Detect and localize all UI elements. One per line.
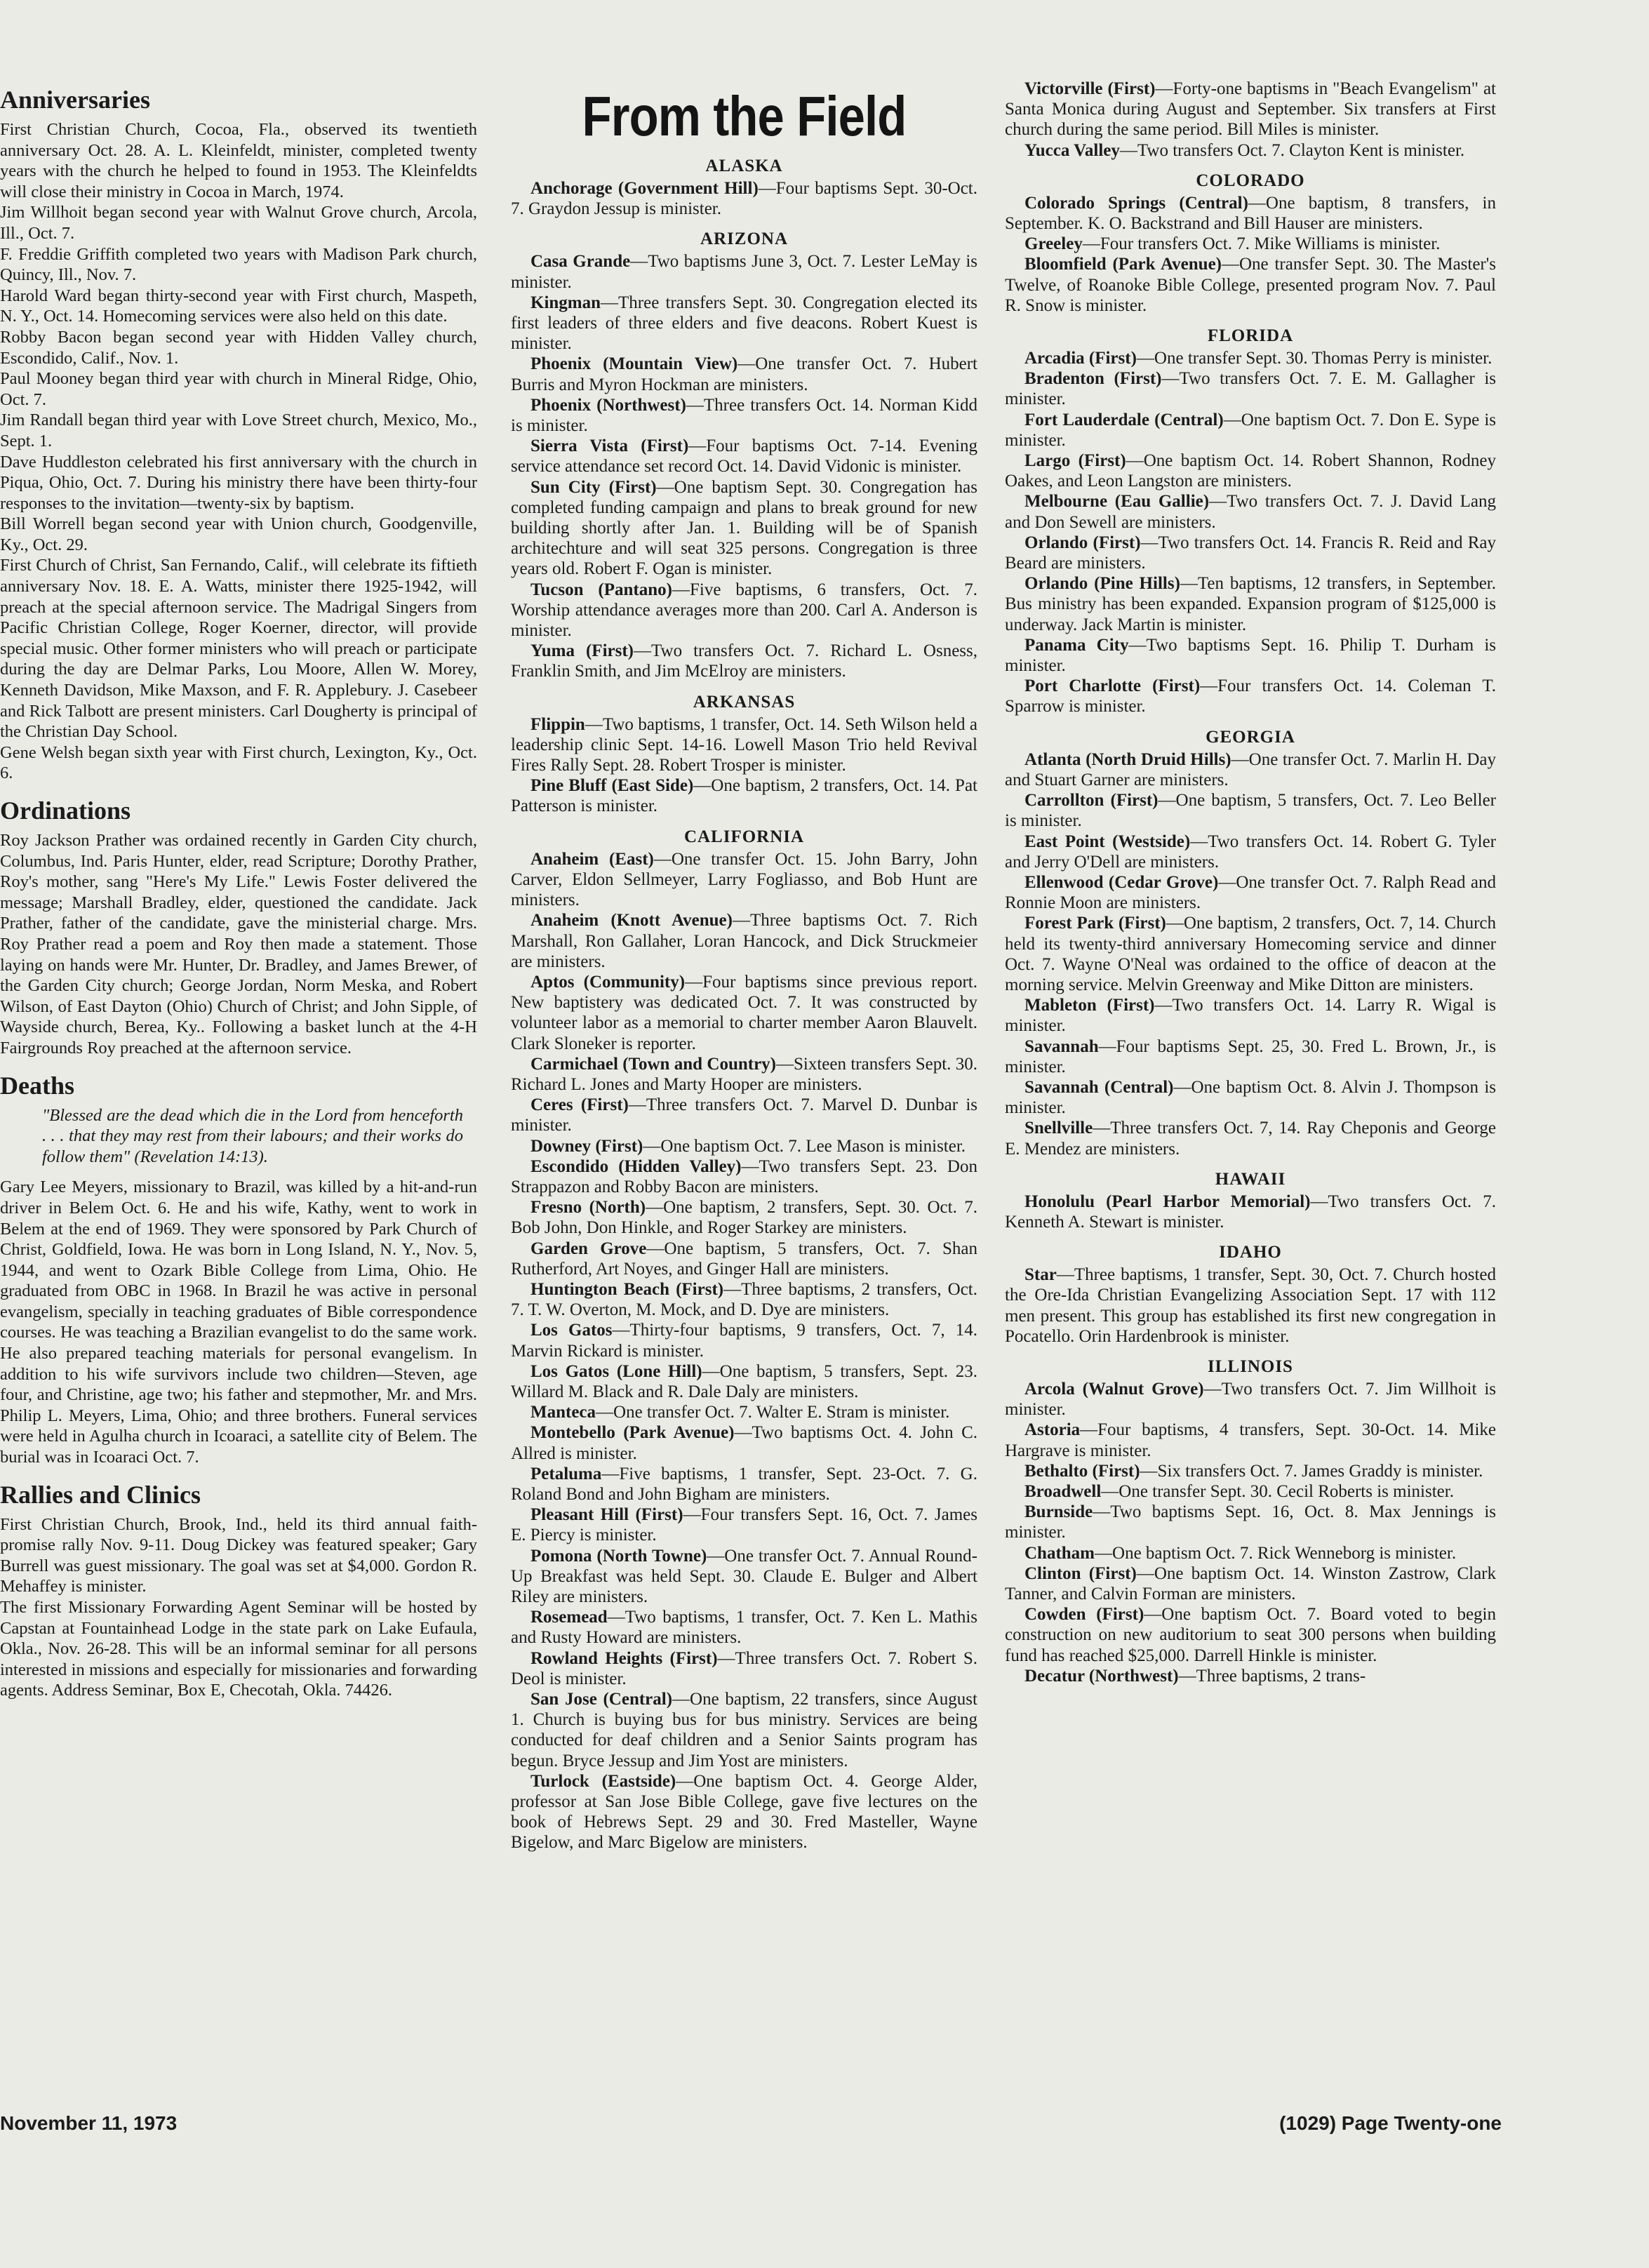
church-place: Pomona (North Towne) [530, 1546, 707, 1566]
field-report-entry [1005, 348, 1496, 368]
report-text: —Two transfers Oct. 7. Richard L. Osness, Franklin Smith, and Jim McElroy are ministers. [511, 641, 977, 681]
field-report-entry [511, 580, 977, 641]
church-place: Los Gatos (Lone Hill) [530, 1361, 702, 1381]
church-place: Carmichael (Town and Country) [530, 1054, 777, 1074]
report-text: —Five baptisms, 1 transfer, Sept. 23-Oct. 7. G. Roland Bond and John Bigham are ministers. [511, 1464, 977, 1504]
church-place: Cowden (First) [1024, 1605, 1144, 1625]
field-report-entry [1005, 1192, 1496, 1232]
report-text: —One transfer Oct. 7. Ralph Read and Ronnie Moon are ministers. [1005, 872, 1496, 913]
field-report-entry [1005, 410, 1496, 451]
field-report-entry [1005, 790, 1496, 831]
field-report-entry [1005, 533, 1496, 573]
field-report-entry [1005, 1502, 1496, 1542]
church-place: Snellville [1024, 1119, 1093, 1138]
field-report-entry [511, 1607, 977, 1648]
field-report-entry [511, 1361, 977, 1402]
left-column [0, 76, 477, 1714]
report-text: —Four baptisms Oct. 7-14. Evening service attendance set record Oct. 14. David Vidonic is minister. [511, 436, 977, 476]
state-heading: COLORADO [1196, 171, 1305, 190]
ordinations-items [0, 830, 477, 1059]
church-place: Chatham [1024, 1543, 1095, 1563]
field-report-entry [1005, 451, 1496, 491]
church-place: Phoenix (Mountain View) [530, 354, 738, 374]
field-report-entry [1005, 913, 1496, 995]
field-report-entry [511, 1156, 977, 1197]
report-text: —One baptism Oct. 7. Don E. Sype is minister. [1005, 410, 1496, 450]
field-report-entry [511, 436, 977, 476]
church-place: Casa Grande [530, 252, 631, 272]
anniversary-item: Jim Randall began third year with Love Street church, Mexico, Mo., Sept. 1. [0, 411, 477, 451]
state-heading: CALIFORNIA [683, 827, 805, 846]
field-report-entry [511, 1422, 977, 1463]
church-place: Broadwell [1024, 1481, 1102, 1501]
church-place: Turlock (Eastside) [530, 1771, 676, 1791]
church-place: Rowland Heights (First) [530, 1648, 718, 1668]
church-place: Manteca [530, 1403, 596, 1422]
report-text: —One transfer Sept. 30. The Master's Twelve, of Roanoke Bible College, presented program Nov. 7. Paul R. Snow is minister. [1005, 255, 1496, 315]
church-place: San Jose (Central) [530, 1690, 673, 1709]
footer-date: November 11, 1973 [0, 2112, 178, 2134]
church-place: Yucca Valley [1024, 140, 1120, 160]
state-heading: FLORIDA [1207, 326, 1294, 346]
church-place: Fort Lauderdale (Central) [1024, 410, 1224, 429]
rally-item: The first Missionary Forwarding Agent Seminar will be hosted by Capstan at Fountainhead Lodge in the state park on Lake Eufaula, Okla., Nov. 26-28. This will be an informal seminar for all persons interested in missions and especially for missionaries and forwarding agents. Address Seminar, Box E, Checotah, Okla. 74426. [0, 1598, 477, 1700]
report-text: —One transfer Oct. 7. Annual Round-Up Breakfast was held Sept. 30. Claude E. Bulger and Albert Riley are ministers. [511, 1546, 977, 1606]
report-text: —One baptism, 5 transfers, Oct. 7. Shan Rutherford, Art Noyes, and Ginger Hall are ministers. [511, 1239, 977, 1279]
field-report-entry [1005, 635, 1496, 676]
report-text: —One baptism Oct. 14. Winston Zastrow, Clark Tanner, and Calvin Forman are ministers. [1005, 1563, 1496, 1603]
field-report-entry [511, 293, 977, 354]
anniversaries-items [0, 119, 477, 784]
report-text: —One transfer Sept. 30. Thomas Perry is minister. [1136, 349, 1493, 368]
report-text: —Two transfers Oct. 14. Larry R. Wigal is minister. [1005, 996, 1497, 1036]
church-place: Carrollton (First) [1024, 791, 1159, 811]
church-place: Savannah [1024, 1036, 1099, 1056]
report-text: —Ten baptisms, 12 transfers, in September. Bus ministry has been expanded. Expansion program of $125,000 is underway. Jack Martin is minister. [1005, 574, 1496, 634]
report-text: —Four baptisms Sept. 25, 30. Fred L. Brown, Jr., is minister. [1005, 1036, 1496, 1076]
state-heading: HAWAII [1215, 1169, 1286, 1189]
church-place: Escondido (Hidden Valley) [530, 1156, 742, 1176]
field-report-entry [1005, 1265, 1496, 1347]
center-column [511, 79, 977, 1853]
field-report-entry [1005, 1420, 1496, 1460]
report-text: —Two baptisms Oct. 4. John C. Allred is minister. [511, 1423, 977, 1463]
church-place: Mableton (First) [1024, 996, 1155, 1015]
report-text: —One baptism, 2 transfers, Oct. 14. Pat Patterson is minister. [511, 776, 977, 816]
field-report-entry [511, 714, 977, 776]
anniversary-item: Robby Bacon began second year with Hidden Valley church, Escondido, Calif., Nov. 1. [0, 327, 477, 368]
church-place: Colorado Springs (Central) [1024, 193, 1248, 213]
field-report-entry [1005, 1543, 1496, 1563]
report-text: —One baptism Sept. 30. Congregation has completed funding campaign and plans to break ground for new building shortly after Jan. 1. Building will be of Spanish architechture and will seat 325 persons. Congregation is three years old. Robert F. Ogan is minister. [511, 477, 977, 579]
report-text: —Two baptisms June 3, Oct. 7. Lester LeMay is minister. [511, 252, 977, 292]
field-report-entry [511, 1239, 977, 1279]
church-place: Decatur (Northwest) [1024, 1666, 1179, 1686]
report-text: —Three transfers Oct. 14. Norman Kidd is minister. [511, 395, 977, 436]
report-text: —One baptism, 2 transfers, Sept. 30. Oct. 7. Bob John, Don Hinkle, and Roger Starkey are ministers. [511, 1198, 977, 1238]
report-text: —Three baptisms, 1 transfer, Sept. 30, Oct. 7. Church hosted the Ore-Ida Christian Evangelizing Association Sept. 17 with 112 men present. This group has established its first new congregation in Pocatello. Orin Hardenbrook is minister. [1005, 1265, 1496, 1346]
field-report-entry [1005, 573, 1496, 635]
report-text: —One baptism Oct. 14. Robert Shannon, Rodney Oakes, and Leon Langston are ministers. [1005, 451, 1496, 491]
field-report-entry [1005, 1604, 1496, 1666]
anniversary-item: Dave Huddleston celebrated his first anniversary with the church in Piqua, Ohio, Oct. 7. During his ministry there have been thirty-four responses to the invitation—twenty-six by baptism. [0, 452, 477, 513]
church-place: Anaheim (Knott Avenue) [530, 911, 733, 930]
report-text: —Three baptisms, 2 transfers, Oct. 7. T. W. Overton, M. Mock, and D. Dye are ministers. [511, 1279, 977, 1320]
field-report-entry [1005, 1461, 1496, 1481]
field-report-entry [1005, 368, 1496, 409]
report-text: —Three transfers Oct. 7. Robert S. Deol is minister. [511, 1648, 977, 1688]
field-report-entry [511, 775, 977, 816]
field-report-entry [1005, 995, 1496, 1036]
field-report-entry [1005, 1666, 1496, 1686]
field-report-entry [1005, 1077, 1496, 1118]
church-place: Arcadia (First) [1024, 349, 1137, 368]
church-place: Bloomfield (Park Avenue) [1024, 255, 1222, 274]
field-report-entry [1005, 1379, 1496, 1420]
state-heading: IDAHO [1219, 1243, 1282, 1262]
field-report-entry [511, 1136, 977, 1156]
church-place: Ceres (First) [530, 1095, 629, 1115]
rallies-section [0, 1481, 477, 1701]
report-text: —Two transfers Oct. 7. J. David Lang and Don Sewell are ministers. [1005, 492, 1496, 532]
church-place: Clinton (First) [1024, 1563, 1137, 1583]
report-text: —Four baptisms since previous report. New baptistery was dedicated Oct. 7. It was constructed by volunteer labor as a memorial to charter member Aaron Blauvelt. Clark Sloneker is reporter. [511, 972, 978, 1053]
report-text: —One baptism Oct. 7. Board voted to begin construction on new auditorium to seat 300 persons when building fund has reached $25,000. Darrell Hinkle is minister. [1005, 1605, 1496, 1665]
anniversary-item: First Church of Christ, San Fernando, Calif., will celebrate its fiftieth anniversary Nov. 18. E. A. Watts, minister there 1925-1942, will preach at the special afternoon service. The Madrigal Singers from Pacific Christian College, Roger Koerner, director, will provide special music. Other former ministers who will preach or participate during the day are Delmar Parks, Lou Moore, Allen W. Morey, Kenneth Davidson, Mike Maxson, and F. R. Applebury. J. Casebeer and Rick Talbott are present ministers. Carl Dougherty is principal of the Christian Day School. [0, 556, 477, 742]
field-report-entry [511, 395, 977, 436]
field-report-entry [511, 251, 977, 292]
church-place: Panama City [1024, 635, 1129, 655]
report-text: —Four baptisms Sept. 30-Oct. 7. Graydon Jessup is minister. [511, 179, 977, 219]
church-place: Sun City (First) [530, 477, 657, 497]
church-place: Anchorage (Government Hill) [530, 179, 759, 198]
church-place: Greeley [1024, 234, 1083, 254]
field-report-entry [511, 1197, 977, 1238]
church-place: Garden Grove [530, 1239, 647, 1258]
report-text: —Four transfers Oct. 14. Coleman T. Sparrow is minister. [1005, 676, 1496, 716]
field-report-entry [511, 641, 977, 681]
church-place: Pleasant Hill (First) [530, 1505, 683, 1525]
report-text: —Two baptisms, 1 transfer, Oct. 14. Seth Wilson held a leadership clinic Sept. 14-16. Lowell Mason Trio held Revival Fires Rally Sept. 28. Robert Trosper is minister. [511, 714, 977, 775]
field-report-entry [1005, 872, 1496, 913]
church-place: Honolulu (Pearl Harbor Memorial) [1024, 1192, 1311, 1211]
anniversary-item: Gene Welsh began sixth year with First church, Lexington, Ky., Oct. 6. [0, 742, 477, 783]
field-report-entry [511, 1505, 977, 1545]
rallies-items [0, 1514, 477, 1701]
field-report-entry [1005, 749, 1496, 790]
report-text: —Six transfers Oct. 7. James Graddy is minister. [1140, 1461, 1483, 1481]
state-heading: ARKANSAS [693, 692, 796, 712]
section-heading-anniversaries: Anniversaries [0, 86, 150, 114]
field-report-entry [511, 849, 977, 911]
footer-page-number: (1029) Page Twenty-one [1279, 2112, 1502, 2134]
report-text: —One baptism Oct. 8. Alvin J. Thompson is minister. [1005, 1077, 1497, 1118]
death-item: Gary Lee Meyers, missionary to Brazil, was killed by a hit-and-run driver in Belem Oct. 6. He and his wife, Kathy, went to work in Belem at the end of 1969. They were sponsored by Park Church of Christ, Goldfield, Iowa. He was born in Long Island, N. Y., Nov. 5, 1944, and went to Ozark Bible College from Lima, Ohio. He graduated from OBC in 1968. In Brazil he was active in personal evangelism, specially in teaching graduates of Bible correspondence courses. He was teaching a Brazilian evangelist to do the same work. He also prepared teaching materials for personal evangelism. In addition to his wife survivors include two children—Steven, age four, and Christine, age two; his father and stepmother, Mr. and Mrs. Philip L. Meyers, Lima, Ohio; and three brothers. Funeral services were held in Agulha church in Icoaraci, a satellite city of Belem. The burial was in Icoaraci Oct. 7. [0, 1178, 477, 1467]
field-report-entry [1005, 140, 1496, 161]
field-report-entry [511, 1279, 977, 1320]
report-text: —Sixteen transfers Sept. 30. Richard L. Jones and Marty Hooper are ministers. [511, 1054, 977, 1094]
field-report-entry [511, 1546, 977, 1608]
field-report-entry [511, 1402, 977, 1422]
report-text: —Four transfers Oct. 7. Mike Williams is minister. [1082, 234, 1441, 254]
deaths-section [0, 1072, 477, 1468]
scripture-quote: "Blessed are the dead which die in the Lord from henceforth . . . that they may rest from their labours; and their works do follow them" (Revelation 14:13). [42, 1105, 463, 1166]
report-text: —One transfer Oct. 7. Hubert Burris and Myron Hockman are ministers. [511, 354, 978, 394]
church-place: Tucson (Pantano) [530, 580, 672, 599]
anniversaries-section [0, 86, 477, 784]
church-place: Sierra Vista (First) [530, 436, 689, 456]
report-text: —One transfer Oct. 7. Walter E. Stram is minister. [596, 1403, 950, 1422]
church-place: East Point (Westside) [1024, 832, 1191, 851]
church-place: Orlando (First) [1024, 533, 1141, 552]
church-place: Bethalto (First) [1024, 1461, 1140, 1481]
report-text: —One baptism Oct. 7. Lee Mason is minister. [643, 1136, 966, 1156]
field-report-entry [511, 1464, 977, 1505]
report-text: —Three transfers Oct. 7, 14. Ray Cheponis and George E. Mendez are ministers. [1005, 1119, 1496, 1159]
church-place: Fresno (North) [530, 1198, 646, 1218]
anniversary-item: Paul Mooney began third year with church in Mineral Ridge, Ohio, Oct. 7. [0, 369, 477, 409]
section-heading-rallies: Rallies and Clinics [0, 1480, 201, 1509]
church-place: Bradenton (First) [1024, 369, 1162, 389]
church-place: Burnside [1024, 1502, 1093, 1522]
section-heading-deaths: Deaths [0, 1071, 74, 1100]
report-text: —Two transfers Oct. 7. E. M. Gallagher is minister. [1005, 369, 1497, 409]
report-text: —Two baptisms Sept. 16. Philip T. Durham is minister. [1005, 635, 1497, 676]
report-text: —Five baptisms, 6 transfers, Oct. 7. Worship attendance averages more than 200. Carl A. Anderson is minister. [511, 580, 977, 641]
field-report-entry [511, 910, 977, 972]
report-text: —One baptism Oct. 7. Rick Wenneborg is minister. [1095, 1543, 1457, 1563]
report-text: —One baptism Oct. 4. George Alder, professor at San Jose Bible College, gave five lectures on the book of Hebrews Sept. 29 and 30. Fred Masteller, Wayne Bigelow, and Marc Bigelow are ministers. [511, 1771, 977, 1853]
report-text: —Three baptisms Oct. 7. Rich Marshall, Ron Gallaher, Loran Hancock, and Dick Struckmeier are ministers. [511, 911, 977, 971]
church-place: Orlando (Pine Hills) [1024, 574, 1180, 594]
anniversary-item: Jim Willhoit began second year with Walnut Grove church, Arcola, Ill., Oct. 7. [0, 203, 477, 243]
page-title: From the Field [582, 85, 907, 147]
church-place: Los Gatos [530, 1321, 613, 1340]
field-reports-part-1 [511, 156, 977, 1853]
report-text: —One baptism, 2 transfers, Oct. 7, 14. Church held its twenty-third anniversary Homecoming service and dinner Oct. 7. Wayne O'Neal was ordained to the office of deacon at the morning service. Melvin Greenway and Mike Ditton are ministers. [1005, 914, 1497, 994]
church-place: Star [1024, 1265, 1057, 1285]
report-text: —One transfer Oct. 7. Marlin H. Day and Stuart Garner are ministers. [1005, 749, 1496, 789]
church-place: Kingman [530, 293, 601, 312]
church-place: Anaheim (East) [530, 849, 654, 869]
right-column [1005, 79, 1496, 1686]
church-place: Melbourne (Eau Gallie) [1024, 492, 1210, 512]
report-text: —Two baptisms Sept. 16, Oct. 8. Max Jennings is minister. [1005, 1502, 1496, 1542]
deaths-items [0, 1177, 477, 1467]
report-text: —Three transfers Sept. 30. Congregation elected its first leaders of three elders and five deacons. Robert Kuest is minister. [511, 293, 977, 354]
field-report-entry [1005, 491, 1496, 532]
field-report-entry [511, 178, 977, 219]
report-text: —Two transfers Oct. 7. Clayton Kent is minister. [1119, 140, 1465, 160]
anniversary-item: Bill Worrell began second year with Union church, Goodgenville, Ky., Oct. 29. [0, 514, 477, 554]
report-text: —One baptism, 5 transfers, Sept. 23. Willard M. Black and R. Dale Daly are ministers. [511, 1361, 977, 1401]
church-place: Pine Bluff (East Side) [530, 776, 694, 796]
report-text: —Two transfers Oct. 14. Francis R. Reid and Ray Beard are ministers. [1005, 533, 1496, 573]
anniversary-item: F. Freddie Griffith completed two years with Madison Park church, Quincy, Ill., Nov. 7. [0, 244, 477, 285]
field-report-entry [511, 1771, 977, 1853]
church-place: Arcola (Walnut Grove) [1024, 1379, 1204, 1399]
report-text: —Two transfers Sept. 23. Don Strappazon and Robby Bacon are ministers. [511, 1156, 977, 1196]
field-report-entry [1005, 1036, 1496, 1077]
church-place: Downey (First) [530, 1136, 643, 1156]
field-report-entry [511, 477, 977, 580]
field-report-entry [511, 972, 977, 1054]
field-report-entry [1005, 193, 1496, 234]
report-text: —Thirty-four baptisms, 9 transfers, Oct. 7, 14. Marvin Rickard is minister. [511, 1321, 978, 1361]
report-text: —One baptism, 8 transfers, in September. K. O. Backstrand and Bill Hauser are ministers. [1005, 193, 1496, 234]
church-place: Atlanta (North Druid Hills) [1024, 749, 1231, 769]
church-place: Forest Park (First) [1024, 914, 1166, 933]
church-place: Aptos (Community) [530, 972, 686, 992]
report-text: —Three baptisms, 2 trans- [1178, 1666, 1366, 1686]
church-place: Yuma (First) [530, 641, 634, 661]
report-text: —Two transfers Oct. 14. Robert G. Tyler and Jerry O'Dell are ministers. [1005, 832, 1496, 872]
church-place: Flippin [530, 714, 585, 734]
field-report-entry [1005, 234, 1496, 254]
report-text: —Four baptisms, 4 transfers, Sept. 30-Oct. 14. Mike Hargrave is minister. [1005, 1420, 1496, 1460]
field-reports-part-2 [1005, 79, 1496, 1686]
church-place: Phoenix (Northwest) [530, 395, 686, 415]
ordinations-section [0, 796, 477, 1059]
field-report-entry [511, 1054, 977, 1095]
report-text: —Four transfers Sept. 16, Oct. 7. James E. Piercy is minister. [511, 1505, 977, 1545]
ordination-item: Roy Jackson Prather was ordained recently in Garden City church, Columbus, Ind. Paris Hunter, elder, read Scripture; Dorothy Prather, Roy's mother, sang "Here's My Life." Lewis Foster delivered the message; Marshall Bradley, elder, questioned the candidate. Jack Prather, father of the candidate, gave the ministerial charge. Mrs. Roy Prather read a poem and Roy then made a statement. Those laying on hands were Mr. Hunter, Dr. Bradley, and James Brewer, of the Garden City church; George Jordan, Norm Meska, and Robert Wilson, of East Dayton (Ohio) Church of Christ; and John Sipple, of Wayside church, Berea, Ky.. Following a basket lunch at the 4-H Fairgrounds Roy preached at the afternoon service. [0, 831, 477, 1058]
field-report-entry [511, 1648, 977, 1689]
report-text: —Two baptisms, 1 transfer, Oct. 7. Ken L. Mathis and Rusty Howard are ministers. [511, 1608, 977, 1648]
field-report-entry [511, 1095, 977, 1135]
church-place: Montebello (Park Avenue) [530, 1423, 735, 1443]
church-place: Rosemead [530, 1608, 608, 1627]
field-report-entry [511, 1320, 977, 1361]
state-heading: ARIZONA [700, 229, 789, 249]
field-report-entry [511, 1689, 977, 1771]
report-text: —One baptism, 5 transfers, Oct. 7. Leo Beller is minister. [1005, 791, 1496, 831]
church-place: Savannah (Central) [1024, 1077, 1174, 1097]
report-text: —One baptism, 22 transfers, since August 1. Church is buying bus for bus ministry. Services are being conducted for deaf children and a Senior Saints program has begun. Bryce Jessup and Jim Yost are ministers. [511, 1690, 977, 1770]
church-place: Astoria [1024, 1420, 1081, 1440]
report-text: —One transfer Oct. 15. John Barry, John Carver, Eldon Sellmeyer, Larry Fogliasso, and Bob Hunt are ministers. [511, 849, 977, 910]
field-report-entry [1005, 1481, 1496, 1502]
field-report-entry [511, 354, 977, 394]
church-place: Victorville (First) [1024, 79, 1156, 98]
church-place: Largo (First) [1024, 451, 1126, 471]
field-report-entry [1005, 1118, 1496, 1159]
state-heading: ALASKA [705, 156, 783, 175]
field-report-entry [1005, 676, 1496, 716]
report-text: —Three transfers Oct. 7. Marvel D. Dunbar is minister. [511, 1095, 977, 1135]
report-text: —Two transfers Oct. 7. Jim Willhoit is minister. [1005, 1379, 1496, 1420]
state-heading: GEORGIA [1206, 727, 1295, 747]
church-place: Port Charlotte (First) [1024, 676, 1201, 696]
church-place: Petaluma [530, 1464, 602, 1483]
church-place: Ellenwood (Cedar Grove) [1024, 872, 1219, 892]
state-heading: ILLINOIS [1208, 1356, 1293, 1376]
church-place: Huntington Beach (First) [530, 1279, 724, 1299]
anniversary-item: Harold Ward began thirty-second year with First church, Maspeth, N. Y., Oct. 14. Homecoming services were also held on this date. [0, 286, 477, 326]
field-report-entry [1005, 832, 1496, 872]
report-text: —One transfer Sept. 30. Cecil Roberts is minister. [1101, 1481, 1454, 1501]
report-text: —Forty-one baptisms in "Beach Evangelism" at Santa Monica during August and September. Six transfers at First church during the same period. Bill Miles is minister. [1005, 79, 1496, 140]
report-text: —Two transfers Oct. 7. Kenneth A. Stewart is minister. [1005, 1192, 1496, 1232]
field-report-entry [1005, 79, 1496, 140]
field-report-entry [1005, 1563, 1496, 1604]
anniversary-item: First Christian Church, Cocoa, Fla., observed its twentieth anniversary Oct. 28. A. L. Kleinfeldt, minister, completed twenty years with the church he helped to found in 1953. The Kleinfeldts will close their ministry in Cocoa in March, 1974. [0, 120, 477, 201]
rally-item: First Christian Church, Brook, Ind., held its third annual faith-promise rally Nov. 9-11. Doug Dickey was featured speaker; Gary Burrell was guest missionary. The goal was set at $4,000. Gordon R. Mehaffey is minister. [0, 1514, 477, 1596]
field-report-entry [1005, 254, 1496, 316]
section-heading-ordinations: Ordinations [0, 796, 131, 825]
